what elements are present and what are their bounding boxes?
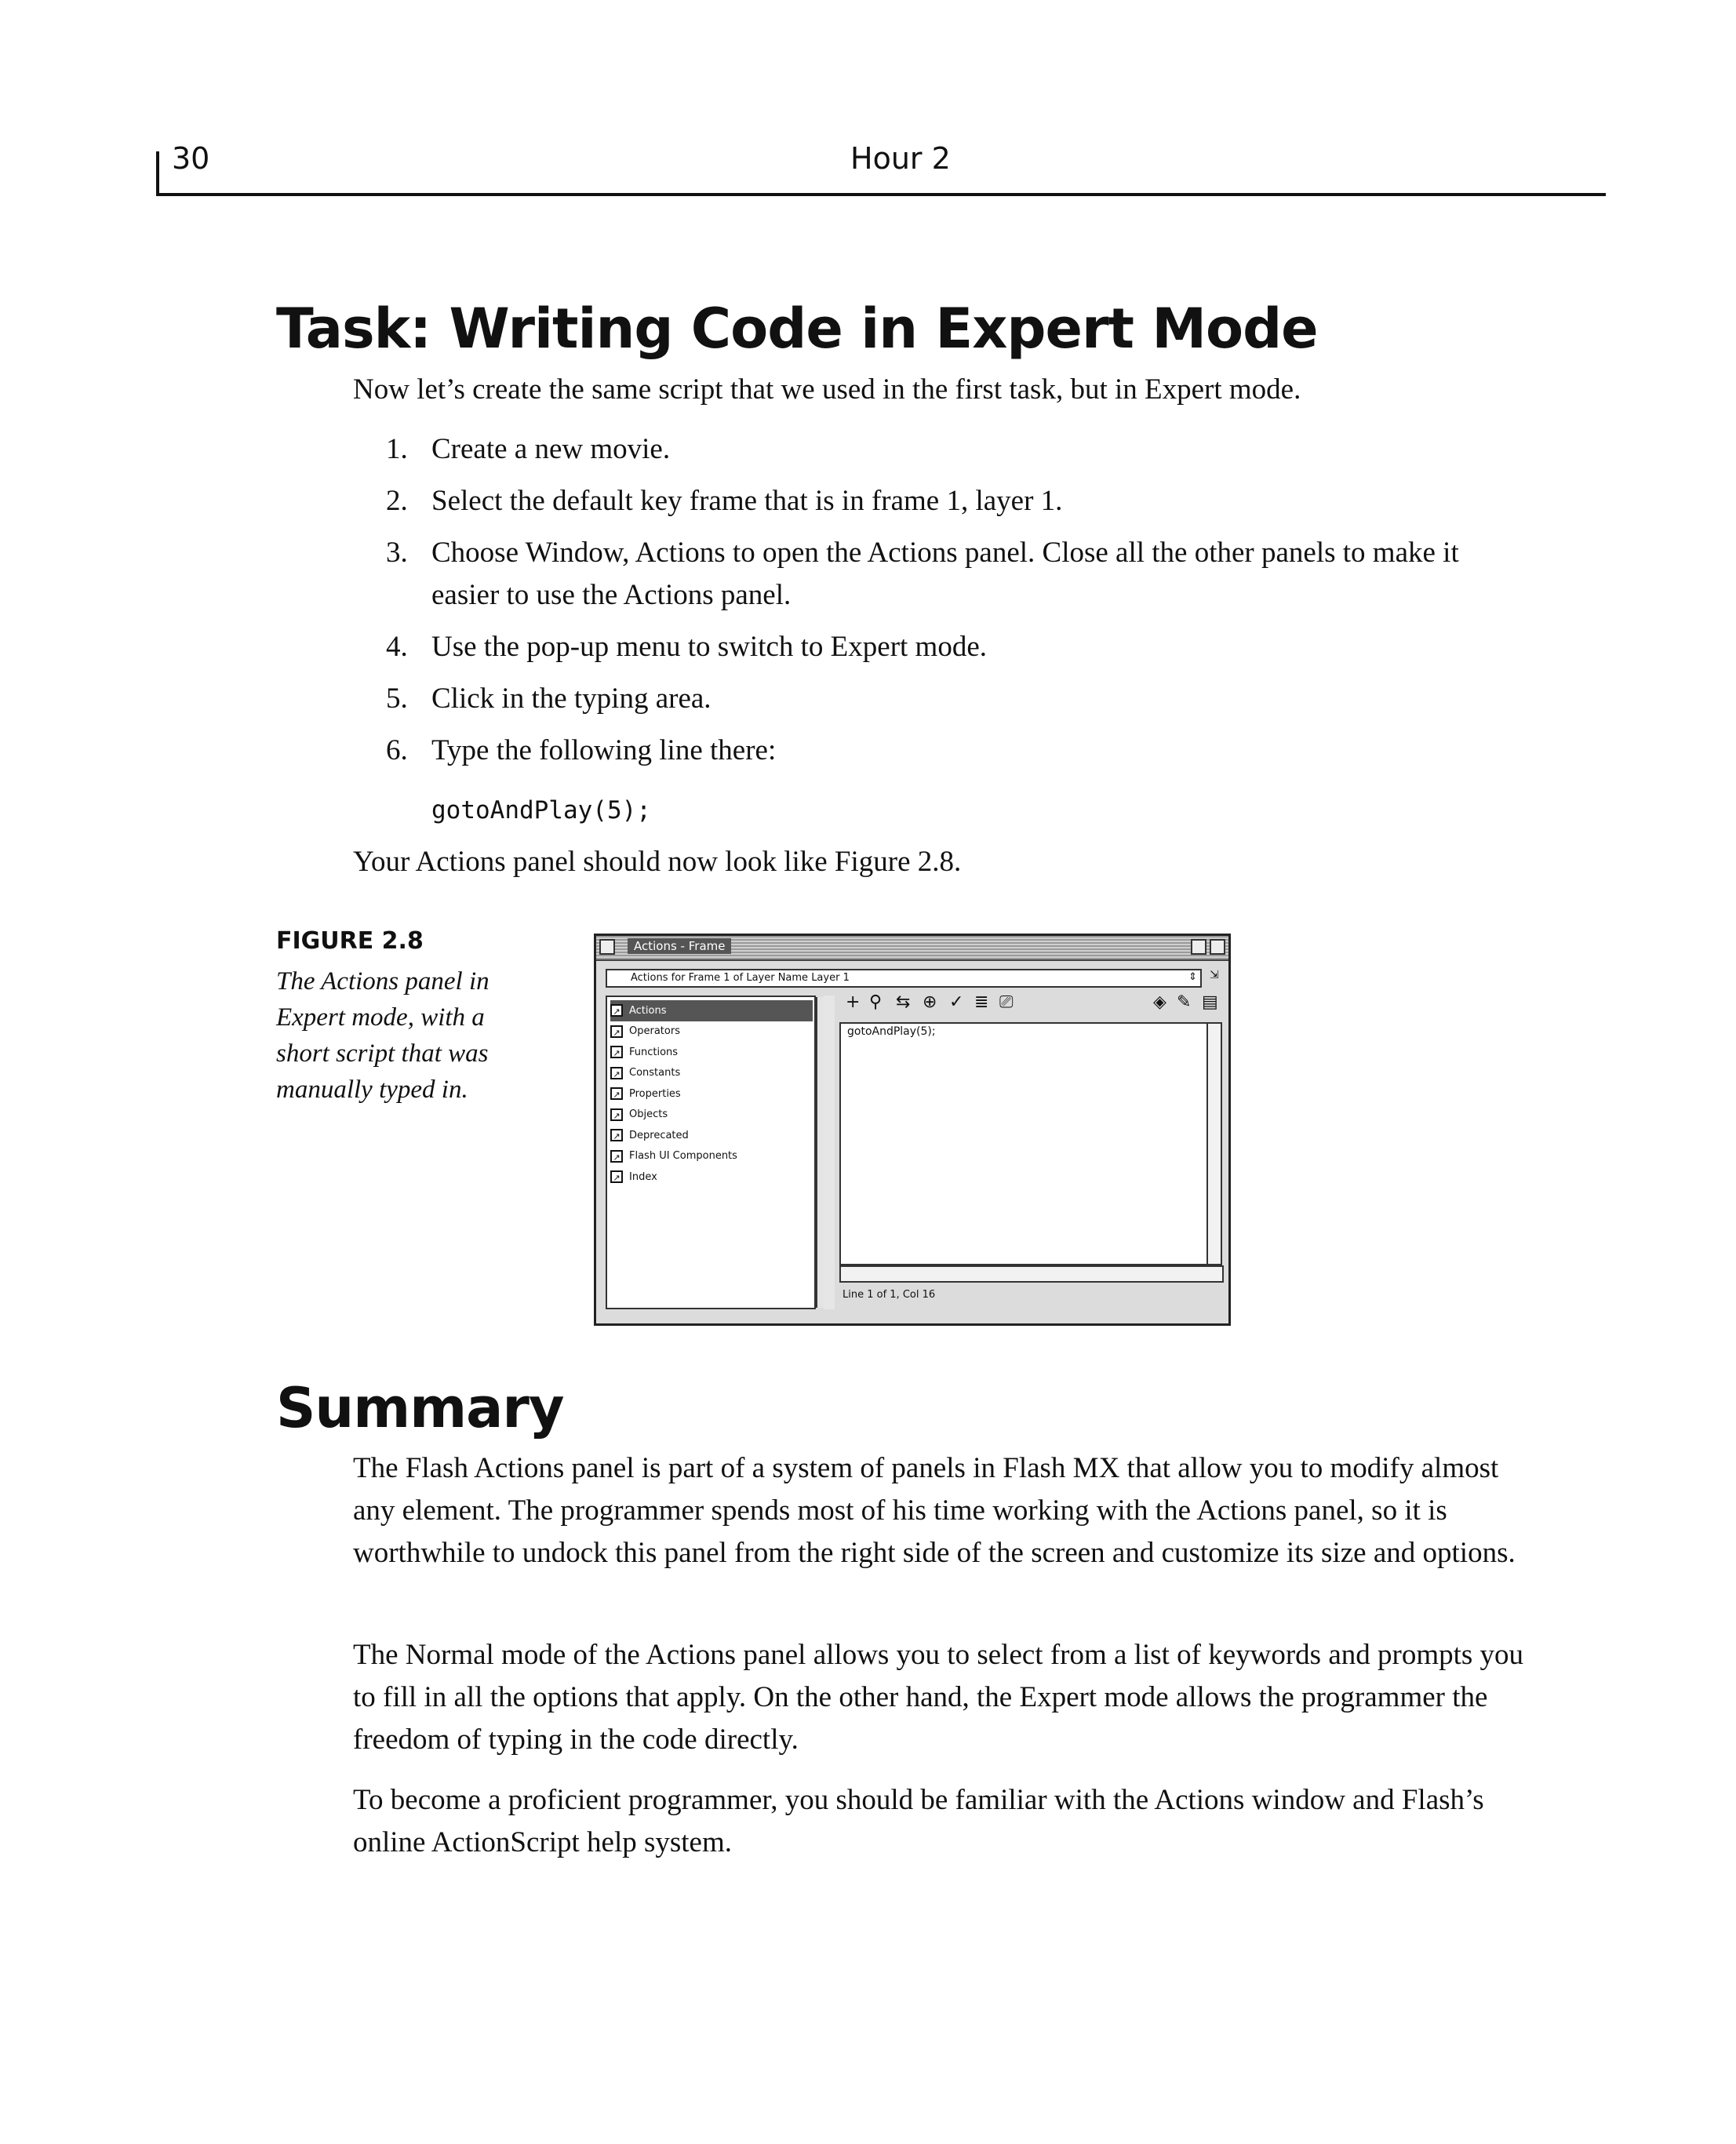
step-item: 2. Select the default key frame that is in frame 1, layer 1.	[386, 485, 1063, 517]
step-item: 4. Use the pop-up menu to switch to Expert mode.	[386, 631, 988, 663]
toolbox-item: ↗ Flash UI Components	[610, 1146, 813, 1167]
toolbox-list	[610, 1000, 813, 1188]
format-icon: ≣	[974, 992, 989, 1012]
book-icon: ↗	[610, 1067, 623, 1079]
code-hint-icon: ⎚	[999, 992, 1014, 1012]
script-horizontal-scrollbar	[839, 1265, 1224, 1283]
find-icon: ⚲	[869, 992, 883, 1012]
page-number: 30	[172, 141, 210, 176]
options-icon: ✎	[1177, 992, 1192, 1012]
book-icon: ↗	[610, 1129, 623, 1141]
toolbox-item: ↗ Properties	[610, 1083, 813, 1105]
header-tick	[156, 151, 159, 195]
script-selector-label: Actions for Frame 1 of Layer Name Layer 1	[631, 972, 850, 984]
step-item: 1. Create a new movie.	[386, 433, 671, 465]
book-icon: ↗	[610, 1046, 623, 1058]
script-vertical-scrollbar	[1208, 1022, 1222, 1265]
replace-icon: ⇆	[896, 992, 911, 1012]
step-list	[353, 428, 1530, 781]
header-rule	[156, 193, 1606, 196]
toolbox-item: ↗ Index	[610, 1167, 813, 1188]
script-code: gotoAndPlay(5);	[847, 1025, 936, 1038]
task-heading: Task: Writing Code in Expert Mode	[276, 297, 1318, 361]
task-intro: Now let’s create the same script that we used in the first task, but in Expert mode.	[353, 373, 1301, 406]
pin-icon: ⇲	[1210, 969, 1219, 981]
toolbox-item: ↗ Functions	[610, 1042, 813, 1063]
actions-panel-screenshot	[594, 934, 1231, 1326]
pane-divider	[824, 996, 835, 1309]
script-pane	[839, 1022, 1208, 1265]
summary-paragraph: The Normal mode of the Actions panel allows you to select from a list of keywords and prompts you to fill in all the options that apply. On the other hand, the Expert mode allows the programmer the freedom of typing in the code directly.	[353, 1639, 1524, 1756]
zoom-box-icon	[1191, 939, 1206, 955]
collapse-box-icon	[1210, 939, 1225, 955]
step-item: 5. Click in the typing area.	[386, 683, 712, 715]
status-line: Line 1 of 1, Col 16	[843, 1289, 936, 1301]
actions-toolbox	[606, 996, 816, 1309]
chevron-updown-icon: ⇕	[1188, 971, 1197, 983]
view-options-icon: ▤	[1202, 992, 1218, 1012]
script-selector	[606, 969, 1202, 988]
toolbox-item: ↗ Actions	[610, 1000, 813, 1021]
toolbox-item: ↗ Constants	[610, 1063, 813, 1084]
target-icon: ⊕	[923, 992, 937, 1012]
add-icon: +	[846, 992, 861, 1012]
code-sample: gotoAndPlay(5);	[431, 796, 651, 824]
figure-caption: The Actions panel in Expert mode, with a short script that was manually typed in.	[276, 967, 490, 1104]
check-syntax-icon: ✓	[949, 992, 964, 1012]
book-icon: ↗	[610, 1170, 623, 1183]
toolbox-item: ↗ Operators	[610, 1021, 813, 1043]
step-item: 3. Choose Window, Actions to open the Actions panel. Close all the other panels to make it easier to use the Actions panel.	[386, 537, 1459, 611]
running-header: Hour 2	[850, 141, 951, 176]
close-box-icon	[599, 939, 615, 955]
summary-heading: Summary	[276, 1376, 564, 1440]
book-icon: ↗	[610, 1004, 623, 1017]
summary-paragraph: To become a proficient programmer, you should be familiar with the Actions window and Flash’s online ActionScript help system.	[353, 1784, 1484, 1858]
debug-icon: ◈	[1153, 992, 1166, 1012]
panel-title: Actions - Frame	[628, 938, 731, 954]
book-icon: ↗	[610, 1150, 623, 1163]
task-after: Your Actions panel should now look like Figure 2.8.	[353, 846, 962, 878]
toolbox-item: ↗ Deprecated	[610, 1125, 813, 1146]
book-icon: ↗	[610, 1025, 623, 1038]
panel-titlebar	[596, 936, 1228, 961]
book-icon: ↗	[610, 1108, 623, 1121]
script-toolbar	[839, 992, 1224, 1016]
book-icon: ↗	[610, 1087, 623, 1100]
step-item: 6. Type the following line there:	[386, 734, 777, 766]
figure-label: FIGURE 2.8	[276, 927, 424, 955]
toolbox-item: ↗ Objects	[610, 1105, 813, 1126]
summary-paragraph: The Flash Actions panel is part of a system of panels in Flash MX that allow you to modify almost any element. The programmer spends most of his time working with the Actions panel, so it is worthwhile to undock this panel from the right side of the screen and customize its size and options.	[353, 1452, 1516, 1569]
